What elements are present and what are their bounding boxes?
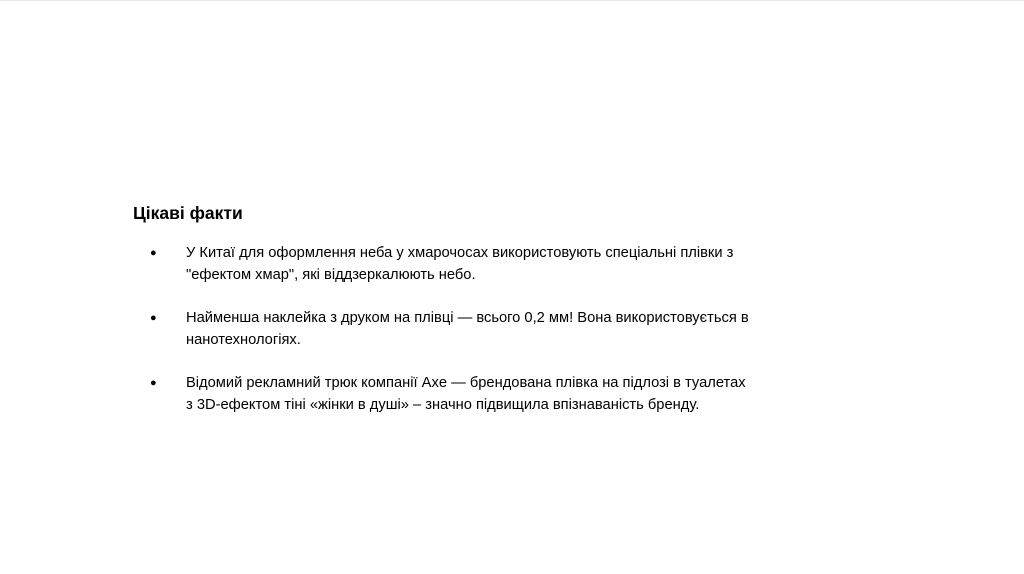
bullet-icon: ● [150, 247, 157, 259]
fact-text [186, 242, 806, 286]
fact-text [186, 307, 806, 351]
bullet-icon: ● [150, 312, 157, 324]
slide-top-border [0, 0, 1024, 1]
fact-line: Найменша наклейка з друком на плівці — всього 0,2 мм! Вона використовується в [186, 310, 749, 326]
fact-line: "ефектом хмар", які віддзеркалюють небо. [186, 267, 476, 283]
fact-line: нанотехнологіях. [186, 332, 301, 348]
bullet-icon: ● [150, 377, 157, 389]
slide-title: Цікаві факти [133, 203, 243, 223]
fact-line: з 3D-ефектом тіні «жінки в душі» – значно підвищила впізнаваність бренду. [186, 397, 700, 413]
fact-line: У Китаї для оформлення неба у хмарочосах використовують спеціальні плівки з [186, 245, 734, 261]
fact-line: Відомий рекламний трюк компанії Axe — брендована плівка на підлозі в туалетах [186, 375, 746, 391]
fact-text [186, 372, 806, 416]
